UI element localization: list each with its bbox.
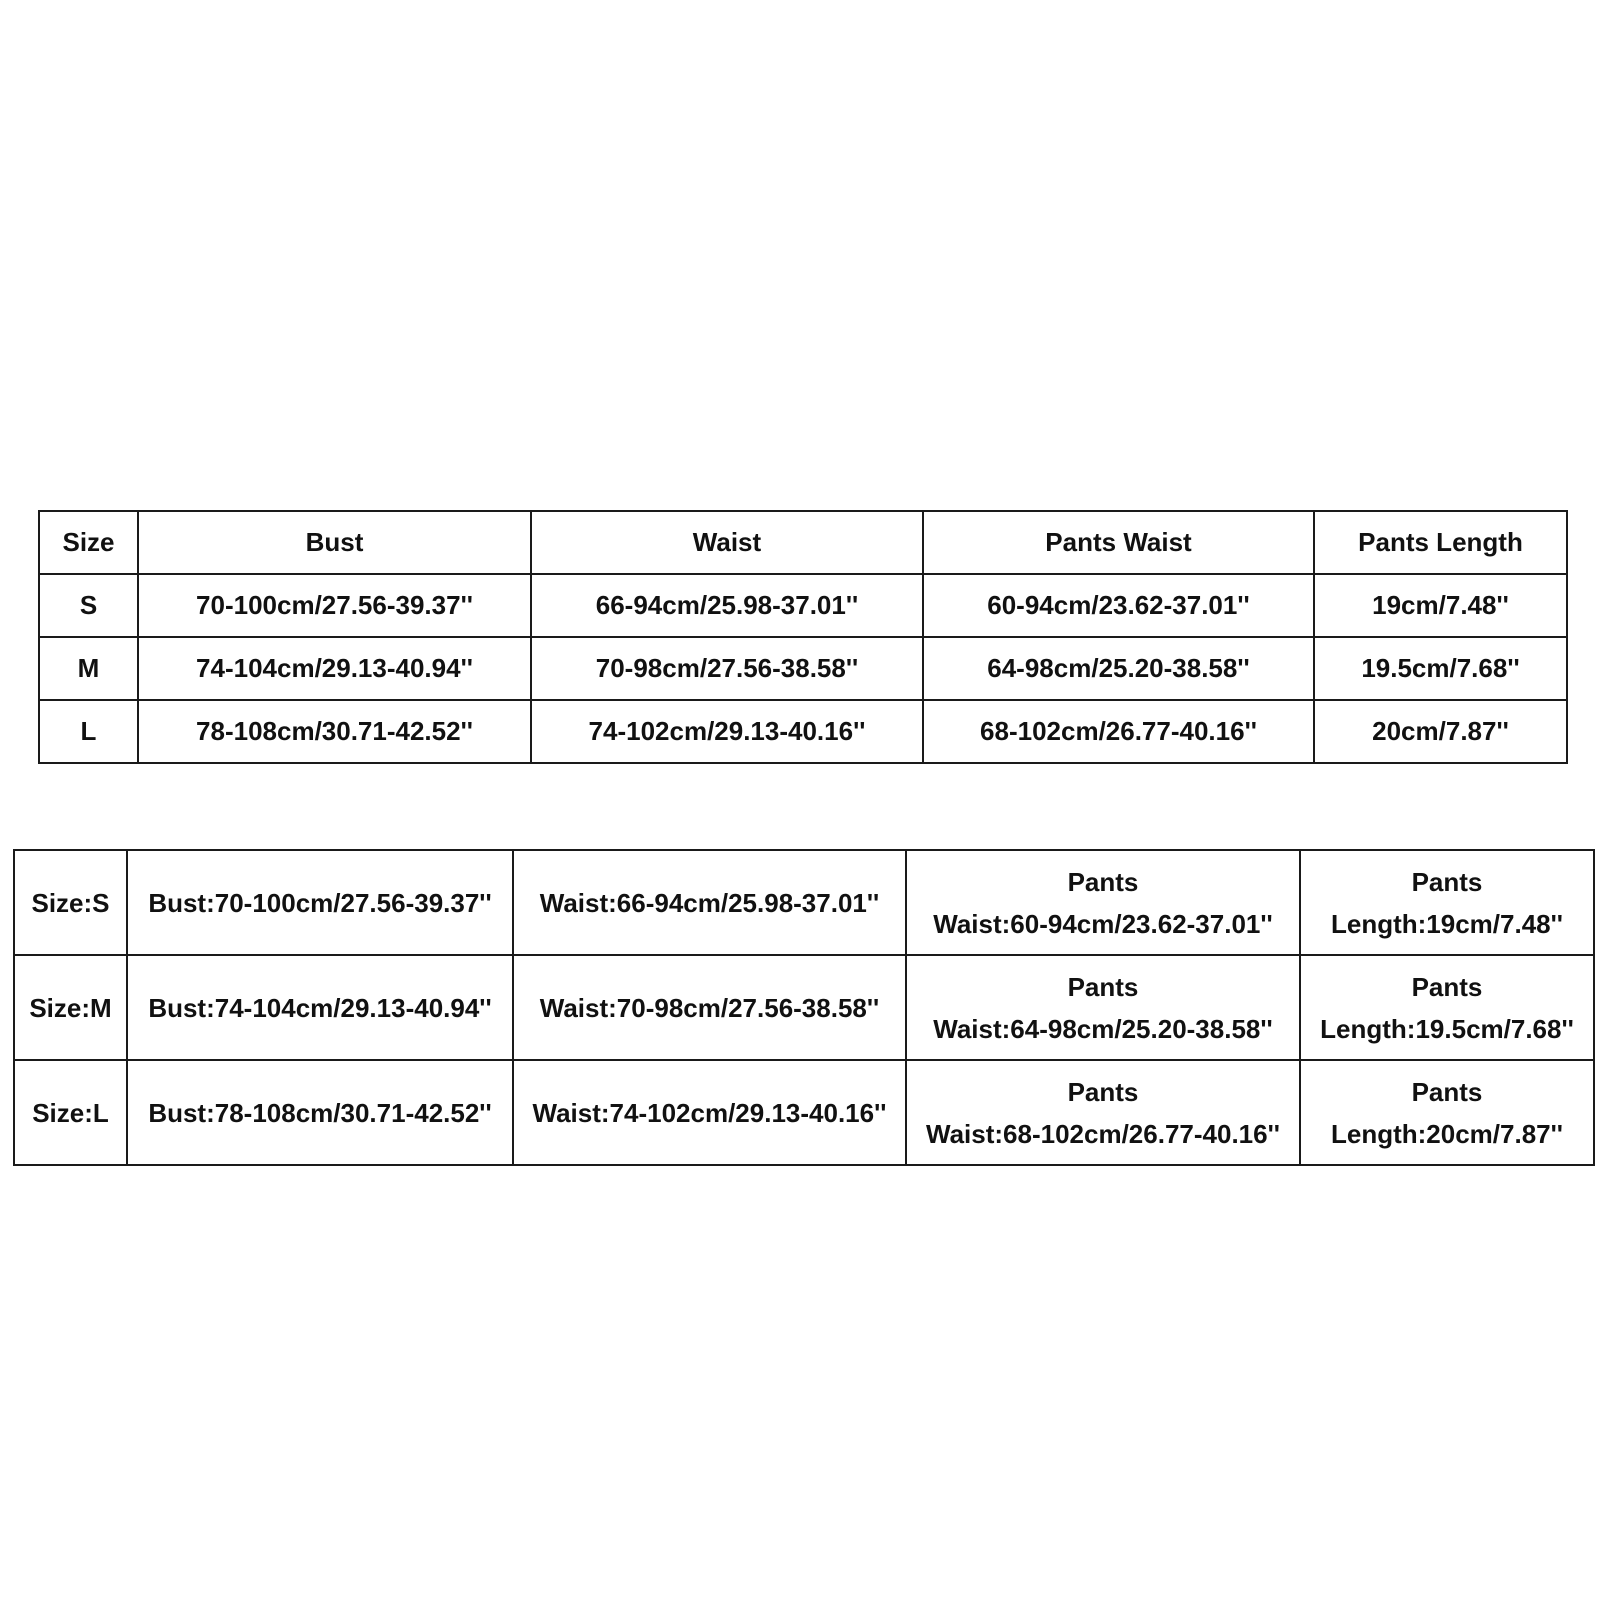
pants-waist-cell: 68-102cm/26.77-40.16'': [923, 700, 1314, 763]
header-size: Size: [39, 511, 138, 574]
pants-length-cell: 20cm/7.87'': [1314, 700, 1567, 763]
size-cell: S: [39, 574, 138, 637]
size-cell: Size:S: [14, 850, 127, 955]
size-chart-table: [38, 510, 1568, 764]
bust-cell: Bust:78-108cm/30.71-42.52'': [127, 1060, 513, 1165]
table-row: [39, 637, 1567, 700]
table-row: [14, 850, 1594, 955]
header-row: [39, 511, 1567, 574]
waist-cell: Waist:66-94cm/25.98-37.01'': [513, 850, 906, 955]
waist-cell: 70-98cm/27.56-38.58'': [531, 637, 923, 700]
pants-waist-label: Pants: [1067, 1076, 1139, 1107]
waist-cell: Waist:70-98cm/27.56-38.58'': [513, 955, 906, 1060]
pants-length-cell: [1300, 955, 1594, 1060]
header-pants-waist: Pants Waist: [923, 511, 1314, 574]
header-bust: Bust: [138, 511, 531, 574]
pants-length-label: Pants: [1411, 866, 1483, 897]
pants-waist-value: Waist:64-98cm/25.20-38.58'': [933, 1013, 1273, 1044]
pants-length-cell: 19.5cm/7.68'': [1314, 637, 1567, 700]
table-row: [39, 574, 1567, 637]
pants-waist-cell: [906, 1060, 1300, 1165]
waist-cell: 74-102cm/29.13-40.16'': [531, 700, 923, 763]
table-row: [39, 700, 1567, 763]
pants-length-cell: 19cm/7.48'': [1314, 574, 1567, 637]
pants-length-label: Pants: [1411, 971, 1483, 1002]
pants-length-value: Length:20cm/7.87'': [1331, 1118, 1563, 1149]
pants-waist-cell: 60-94cm/23.62-37.01'': [923, 574, 1314, 637]
bust-cell: 70-100cm/27.56-39.37'': [138, 574, 531, 637]
table-row: [14, 1060, 1594, 1165]
pants-length-label: Pants: [1411, 1076, 1483, 1107]
header-waist: Waist: [531, 511, 923, 574]
waist-cell: 66-94cm/25.98-37.01'': [531, 574, 923, 637]
pants-length-value: Length:19.5cm/7.68'': [1320, 1013, 1574, 1044]
size-cell: Size:M: [14, 955, 127, 1060]
bust-cell: 74-104cm/29.13-40.94'': [138, 637, 531, 700]
bust-cell: Bust:74-104cm/29.13-40.94'': [127, 955, 513, 1060]
pants-length-value: Length:19cm/7.48'': [1331, 908, 1563, 939]
bust-cell: 78-108cm/30.71-42.52'': [138, 700, 531, 763]
pants-waist-cell: 64-98cm/25.20-38.58'': [923, 637, 1314, 700]
header-pants-length: Pants Length: [1314, 511, 1567, 574]
pants-waist-cell: [906, 955, 1300, 1060]
pants-waist-value: Waist:68-102cm/26.77-40.16'': [926, 1118, 1280, 1149]
size-cell: L: [39, 700, 138, 763]
pants-length-cell: [1300, 850, 1594, 955]
table-row: [14, 955, 1594, 1060]
pants-waist-label: Pants: [1067, 866, 1139, 897]
pants-waist-cell: [906, 850, 1300, 955]
pants-length-cell: [1300, 1060, 1594, 1165]
waist-cell: Waist:74-102cm/29.13-40.16'': [513, 1060, 906, 1165]
size-cell: M: [39, 637, 138, 700]
pants-waist-label: Pants: [1067, 971, 1139, 1002]
size-detail-table: [13, 849, 1595, 1166]
pants-waist-value: Waist:60-94cm/23.62-37.01'': [933, 908, 1273, 939]
bust-cell: Bust:70-100cm/27.56-39.37'': [127, 850, 513, 955]
size-cell: Size:L: [14, 1060, 127, 1165]
